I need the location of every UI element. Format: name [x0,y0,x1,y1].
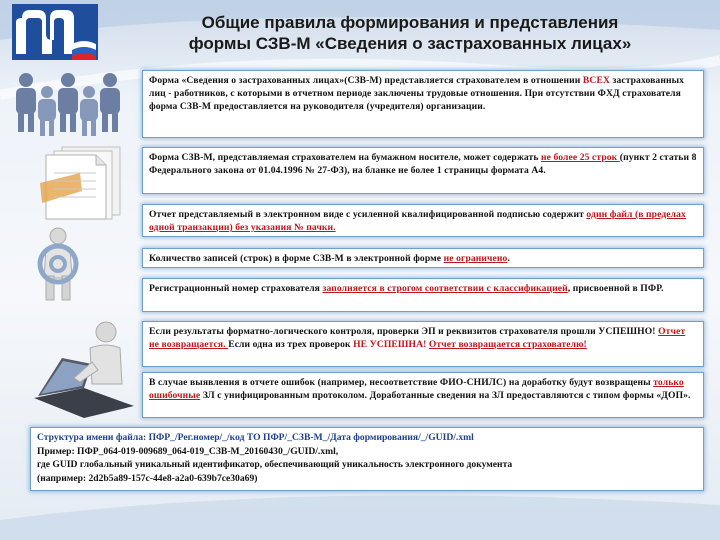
card-3-text-file: один файл (в пределах одной транзакции) без указания № пачки. [149,209,686,233]
card-3-text-a: Отчет представляемый в электронном виде с усиленной квалифицированной подписью содержит [149,209,587,220]
file-name-example: Пример: ПФР_064-019-009689_064-019_СЗВ-М_20160430_/GUID/.xml, [37,445,339,457]
file-name-structure: Структура имени файла: ПФР_/Рег.номер/_/код ТО ПФР/_СЗВ-М_/Дата формирования/_/GUID/.xml [37,432,474,443]
rule-card-5 [142,278,704,312]
card-5-text-a: Регистрационный номер страхователя [149,283,323,294]
title-line-2: формы СЗВ-М «Сведения о застрахованных лицах» [188,34,632,53]
guid-example: (например: 2d2b5a89-157c-44e8-a2a0-639b7ce30a69) [37,472,258,484]
person-laptop-icon [14,318,136,426]
card-2-text-limit: не более 25 строк [541,152,620,163]
card-7-text-c: ЗЛ с унифицированным протоколом. Доработанные сведения на ЗЛ предоставляются с типом формы «ДОП». [200,390,691,401]
card-7-text-a: В случае выявления в отчете ошибок (например, несоответствие ФИО-СНИЛС) на доработку будут возвращены [149,377,654,388]
card-4-text-unlimited: не ограничено [443,253,508,264]
rule-card-2 [142,147,704,194]
slide-title [130,12,690,54]
card-1-text-all: ВСЕХ [582,75,610,86]
card-2-text-a: Форма СЗВ-М, представляемая страхователем на бумажном носителе, может содержать [149,152,542,163]
rule-card-6 [142,321,704,367]
guid-description: где GUID глобальный уникальный идентификатор, обеспечивающий уникальность электронного документа [37,459,513,470]
card-7-text-errors-only: только ошибочные [149,377,684,401]
card-5-text-classification: заполняется в строгом соответствии с классификацией [322,283,568,294]
people-group-icon [8,70,130,140]
card-6-text-c: Если одна из трех проверок [228,339,354,350]
card-6-text-returned: Отчет возвращается страхователю! [428,339,587,350]
rule-card-4 [142,248,704,268]
card-5-text-c: , присвоенной в ПФР. [567,283,664,294]
card-4-text-c: . [507,253,510,264]
file-name-structure-box [30,427,704,491]
rule-card-3 [142,204,704,237]
card-1-text-c: застрахованных лиц - работников, с которыми в отчетном периоде заключены трудовые отношения. При отсутствии ФХД страхователя форма СЗВ-М предоставляется на руководителя (учредителя) организации. [149,75,685,112]
email-figure-icon [28,226,88,304]
pfr-logo [12,4,98,60]
rule-card-1 [142,70,704,138]
card-6-text-not-returned: Отчет не возвращается. [149,326,686,350]
card-4-text-a: Количество записей (строк) в форме СЗВ-М в электронной форме [149,253,444,264]
card-6-text-failed: НЕ УСПЕШНА! [353,339,427,350]
rule-card-7 [142,372,704,418]
card-1-text-a: Форма «Сведения о застрахованных лицах»(СЗВ-М) представляется страхователем в отношении [149,75,583,86]
card-6-text-a: Если результаты форматно-логического контроля, проверки ЭП и реквизитов страхователя прошли УСПЕШНО! [149,326,659,337]
card-2-text-c: (пункт 2 статьи 8 Федерального закона от 01.04.1996 № 27-ФЗ), на бланке не более 1 страницы формата А4. [149,152,697,176]
title-line-1: Общие правила формирования и представления [201,13,619,32]
documents-icon [40,143,132,221]
